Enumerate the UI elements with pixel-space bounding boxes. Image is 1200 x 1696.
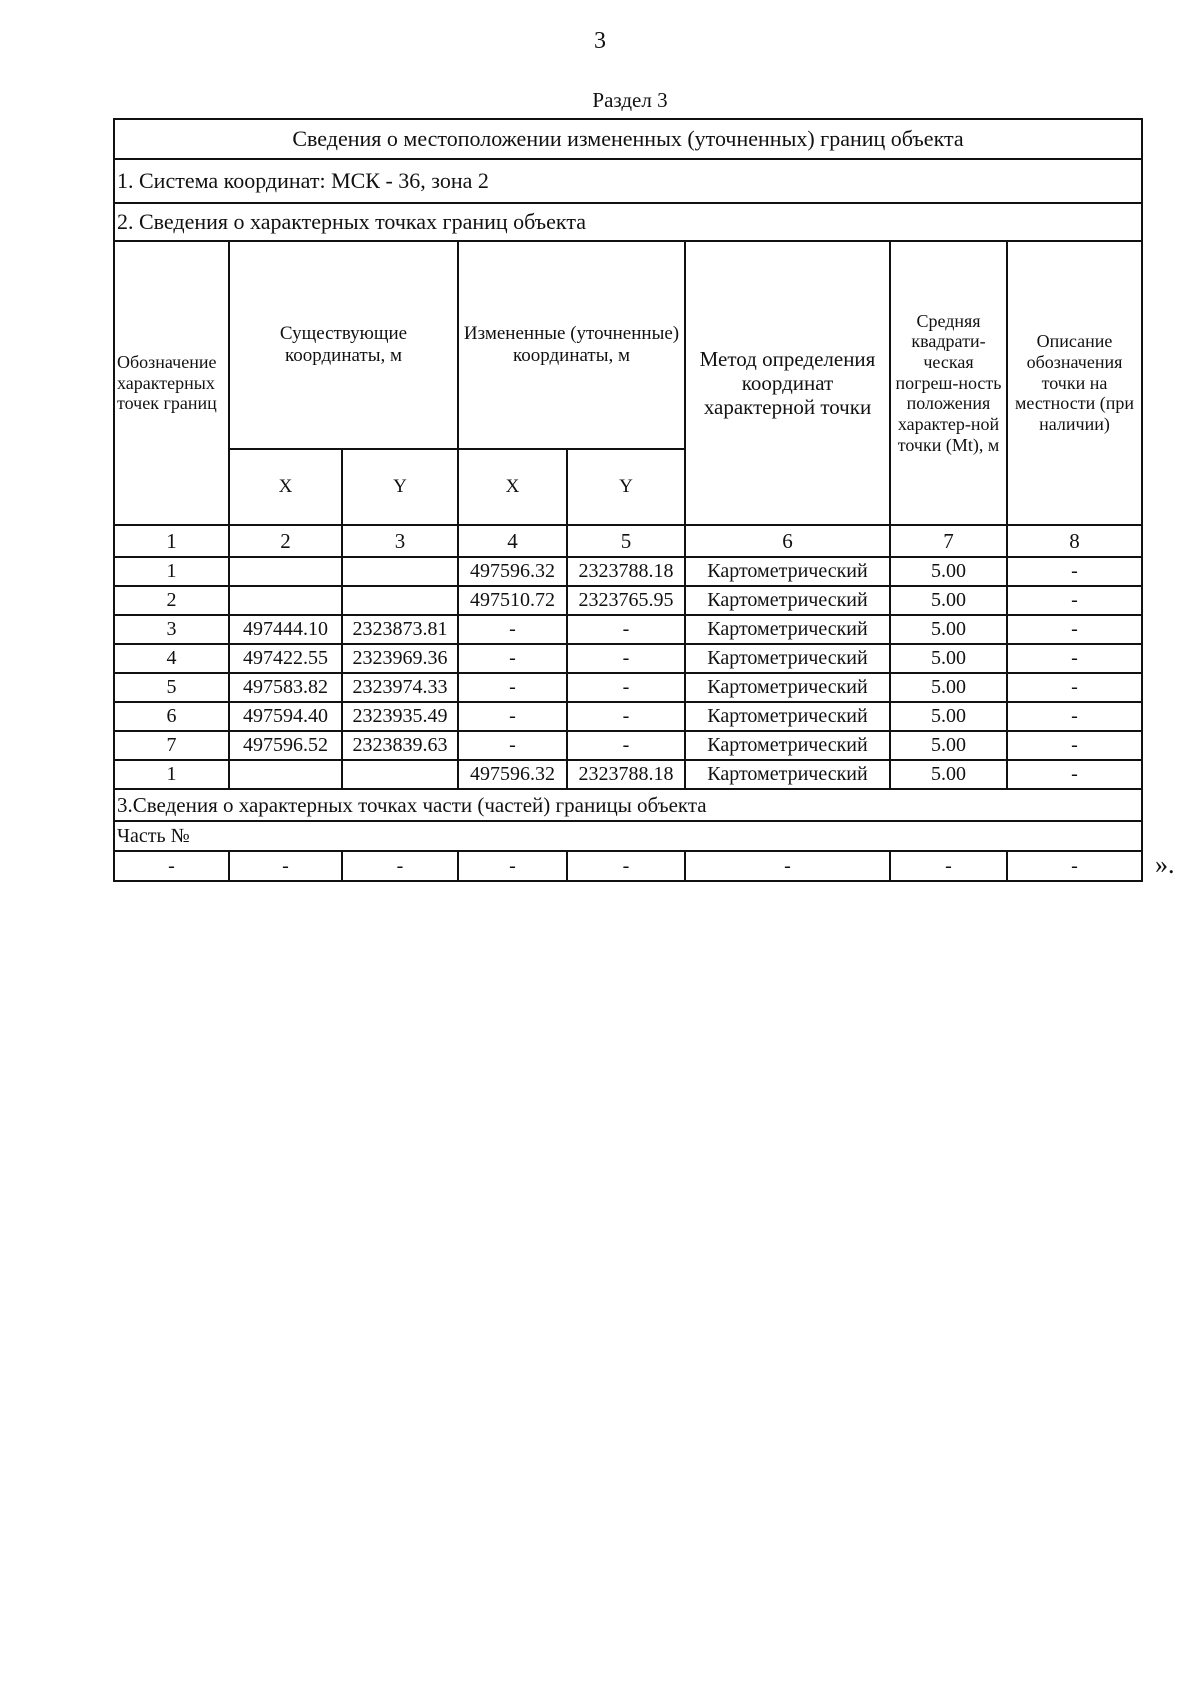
- column-number: 8: [1007, 525, 1142, 557]
- changed-x-cell: 497596.32: [458, 557, 567, 586]
- part-cell: -: [1007, 851, 1142, 881]
- method-cell: Картометрический: [685, 557, 890, 586]
- method-cell: Картометрический: [685, 644, 890, 673]
- method-cell: Картометрический: [685, 615, 890, 644]
- existing-y-cell: [342, 557, 458, 586]
- section-title: Раздел 3: [592, 88, 668, 112]
- description-cell: -: [1007, 673, 1142, 702]
- table-row: [114, 586, 1142, 615]
- table-row: [114, 702, 1142, 731]
- header-existing-coords: Существующие координаты, м: [229, 241, 458, 449]
- point-id-cell: 1: [114, 557, 229, 586]
- existing-x-cell: [229, 586, 342, 615]
- column-number: 4: [458, 525, 567, 557]
- description-cell: -: [1007, 644, 1142, 673]
- mt-cell: 5.00: [890, 731, 1007, 760]
- method-cell: Картометрический: [685, 702, 890, 731]
- changed-x-cell: 497510.72: [458, 586, 567, 615]
- changed-y-cell: -: [567, 702, 685, 731]
- description-cell: -: [1007, 702, 1142, 731]
- table-row: [114, 644, 1142, 673]
- table-title: Сведения о местоположении измененных (уточненных) границ объекта: [114, 119, 1142, 159]
- part-number-label: Часть №: [114, 821, 1142, 851]
- point-id-cell: 3: [114, 615, 229, 644]
- existing-x-cell: [229, 557, 342, 586]
- existing-y-cell: 2323873.81: [342, 615, 458, 644]
- changed-x-cell: -: [458, 673, 567, 702]
- existing-y-cell: 2323974.33: [342, 673, 458, 702]
- part-cell: -: [229, 851, 342, 881]
- part-row: [114, 851, 1142, 881]
- existing-y-cell: 2323969.36: [342, 644, 458, 673]
- part-cell: -: [114, 851, 229, 881]
- existing-y-cell: [342, 586, 458, 615]
- header-existing-x: X: [229, 449, 342, 525]
- header-method: Метод определения координат характерной точки: [685, 241, 890, 525]
- method-cell: Картометрический: [685, 731, 890, 760]
- existing-x-cell: 497444.10: [229, 615, 342, 644]
- header-mean-square-error: Средняя квадрати-ческая погреш-ность положения характер-ной точки (Mt), м: [890, 241, 1007, 525]
- point-id-cell: 1: [114, 760, 229, 789]
- header-description: Описание обозначения точки на местности (при наличии): [1007, 241, 1142, 525]
- mt-cell: 5.00: [890, 644, 1007, 673]
- existing-x-cell: [229, 760, 342, 789]
- description-cell: -: [1007, 557, 1142, 586]
- column-number: 6: [685, 525, 890, 557]
- method-cell: Картометрический: [685, 673, 890, 702]
- column-number: 7: [890, 525, 1007, 557]
- changed-x-cell: -: [458, 702, 567, 731]
- table-row: [114, 731, 1142, 760]
- existing-y-cell: 2323935.49: [342, 702, 458, 731]
- changed-y-cell: 2323788.18: [567, 760, 685, 789]
- closing-quote-mark: ».: [1155, 850, 1175, 879]
- point-id-cell: 5: [114, 673, 229, 702]
- part-cell: -: [685, 851, 890, 881]
- header-changed-y: Y: [567, 449, 685, 525]
- changed-y-cell: -: [567, 644, 685, 673]
- changed-y-cell: 2323788.18: [567, 557, 685, 586]
- description-cell: -: [1007, 731, 1142, 760]
- method-cell: Картометрический: [685, 586, 890, 615]
- existing-y-cell: 2323839.63: [342, 731, 458, 760]
- mt-cell: 5.00: [890, 615, 1007, 644]
- column-number: 1: [114, 525, 229, 557]
- boundary-points-table: [113, 118, 1143, 882]
- changed-y-cell: -: [567, 615, 685, 644]
- changed-y-cell: -: [567, 673, 685, 702]
- mt-cell: 5.00: [890, 673, 1007, 702]
- column-numbers-row: [114, 525, 1142, 557]
- changed-x-cell: -: [458, 644, 567, 673]
- description-cell: -: [1007, 586, 1142, 615]
- part-cell: -: [458, 851, 567, 881]
- point-id-cell: 7: [114, 731, 229, 760]
- mt-cell: 5.00: [890, 760, 1007, 789]
- coordinate-system: 1. Система координат: МСК - 36, зона 2: [114, 159, 1142, 203]
- table-row: [114, 760, 1142, 789]
- page-number: 3: [594, 28, 606, 54]
- changed-y-cell: 2323765.95: [567, 586, 685, 615]
- changed-x-cell: -: [458, 731, 567, 760]
- changed-x-cell: 497596.32: [458, 760, 567, 789]
- existing-x-cell: 497422.55: [229, 644, 342, 673]
- point-id-cell: 6: [114, 702, 229, 731]
- method-cell: Картометрический: [685, 760, 890, 789]
- part-cell: -: [890, 851, 1007, 881]
- header-changed-coords: Измененные (уточненные) координаты, м: [458, 241, 685, 449]
- changed-x-cell: -: [458, 615, 567, 644]
- mt-cell: 5.00: [890, 557, 1007, 586]
- column-number: 5: [567, 525, 685, 557]
- table-row: [114, 615, 1142, 644]
- part-cell: -: [342, 851, 458, 881]
- table-row: [114, 557, 1142, 586]
- existing-x-cell: 497594.40: [229, 702, 342, 731]
- header-changed-x: X: [458, 449, 567, 525]
- header-point-designation: Обозначение характерных точек границ: [114, 241, 229, 525]
- header-existing-y: Y: [342, 449, 458, 525]
- changed-y-cell: -: [567, 731, 685, 760]
- column-number: 2: [229, 525, 342, 557]
- mt-cell: 5.00: [890, 586, 1007, 615]
- point-id-cell: 4: [114, 644, 229, 673]
- description-cell: -: [1007, 760, 1142, 789]
- existing-x-cell: 497583.82: [229, 673, 342, 702]
- description-cell: -: [1007, 615, 1142, 644]
- table-row: [114, 673, 1142, 702]
- points-heading: 2. Сведения о характерных точках границ объекта: [114, 203, 1142, 241]
- mt-cell: 5.00: [890, 702, 1007, 731]
- existing-x-cell: 497596.52: [229, 731, 342, 760]
- point-id-cell: 2: [114, 586, 229, 615]
- part-cell: -: [567, 851, 685, 881]
- parts-heading: 3.Сведения о характерных точках части (частей) границы объекта: [114, 789, 1142, 821]
- existing-y-cell: [342, 760, 458, 789]
- column-number: 3: [342, 525, 458, 557]
